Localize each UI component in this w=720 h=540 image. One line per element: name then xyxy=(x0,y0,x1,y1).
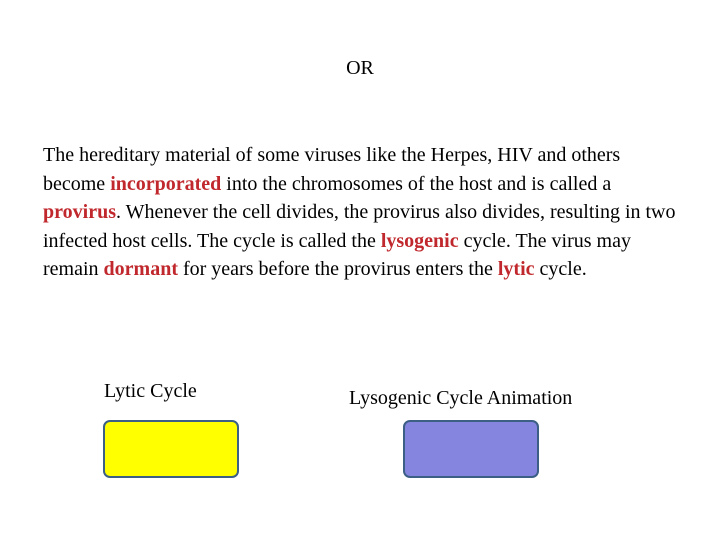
lysogenic-cycle-animation-button[interactable] xyxy=(403,420,539,478)
term-lysogenic: lysogenic xyxy=(380,229,459,252)
slide-heading: OR xyxy=(346,57,374,79)
term-dormant: dormant xyxy=(103,258,178,281)
paragraph-text: . Whenever the cell divides, the provirus also divides, resulting in two infected host cells. The cycle is called the xyxy=(43,201,676,252)
body-paragraph xyxy=(43,141,683,284)
paragraph-text: cycle. The virus may remain xyxy=(43,229,631,281)
paragraph-text: into the chromosomes of the host and is called a xyxy=(221,172,612,195)
lytic-cycle-button[interactable] xyxy=(103,420,239,478)
lysogenic-cycle-animation-label: Lysogenic Cycle Animation xyxy=(349,387,573,409)
paragraph-text: The hereditary material of some viruses like the Herpes, HIV and others become xyxy=(43,144,621,195)
lytic-cycle-label: Lytic Cycle xyxy=(104,380,197,402)
paragraph-text: cycle. xyxy=(534,258,587,281)
term-lytic: lytic xyxy=(497,258,535,281)
term-provirus: provirus xyxy=(43,201,116,224)
paragraph-text: for years before the provirus enters the xyxy=(177,258,498,281)
term-incorporated: incorporated xyxy=(110,172,222,195)
